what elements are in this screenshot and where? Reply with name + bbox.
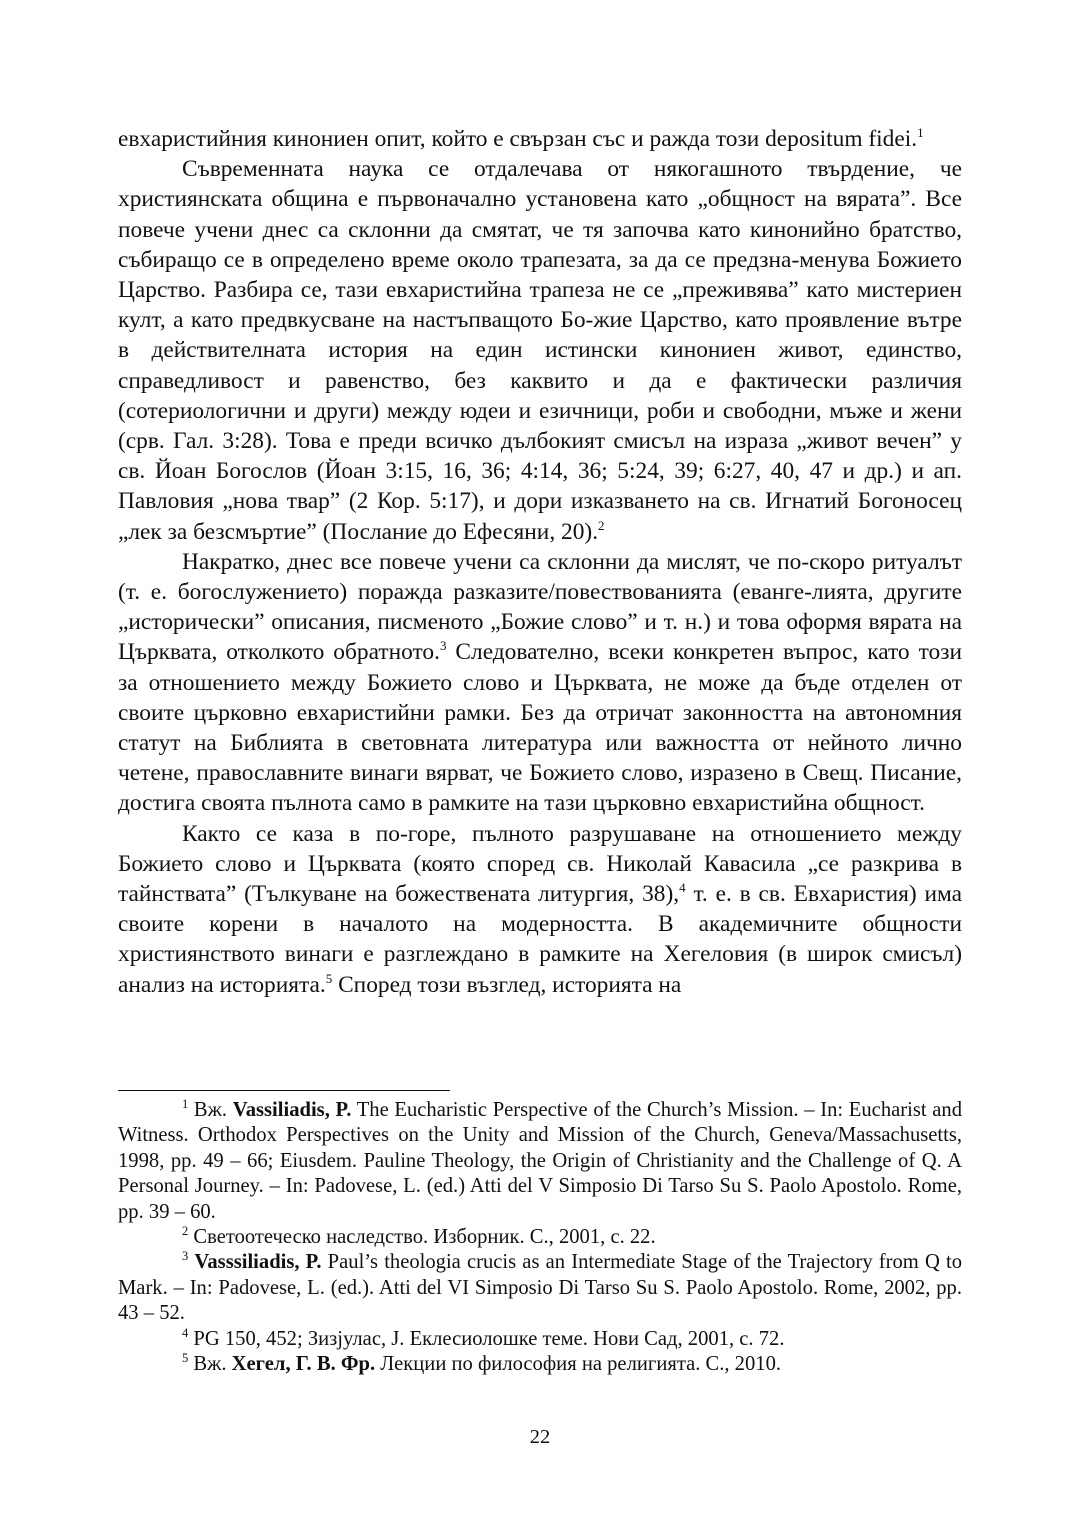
footnote-ref-2[interactable]: 2 [598,517,605,533]
paragraph-4-text-a: Както се каза в по-горе, пълното разрушаване на отношението между Божието слово и Църквата (която според св. Николай Кавасила „се разкрива в тайнствата” (Тълкуване на божествената литургия, 38), [118,820,962,908]
footnote-1 [118,1098,962,1225]
main-text [118,124,962,1000]
footnote-4 [118,1327,962,1352]
footnote-ref-1[interactable]: 1 [917,125,924,140]
footnote-ref-5[interactable]: 5 [325,970,333,986]
footnote-3 [118,1250,962,1326]
footnote-separator [118,1090,450,1091]
paragraph-2 [118,154,962,547]
paragraph-4 [118,819,962,1000]
footnote-1-number: 1 [182,1097,189,1111]
footnote-4-number: 4 [182,1325,189,1340]
footnote-5-text: Лекции по философия на религията. С., 2010. [375,1353,782,1376]
footnote-3-text: Paul’s theologia crucis as an Intermediate Stage of the Trajectory from Q to Mark. – In: Padovese, L. (ed.). Atti del VI Simposio Di Tarso Su S. Paolo Apostolo. Rome, 2002, pp. 43 – 52. [118,1251,963,1325]
footnote-5-number: 5 [182,1351,189,1366]
footnote-1-text: The Eucharistic Perspective of the Church’s Mission. – In: Eucharist and Witness. Orthodox Perspectives on the Unity and Mission of the Church, Geneva/Massachusetts, 1998, pp. 49 – 66; Eiusdem. Pauline Theology, the Origin of Christianity and the Challenge of Q. A Personal Journey. – In: Padovese, L. (ed.) Atti del V Simposio Di Tarso Su S. Paolo Apostolo. Rome, pp. 39 – 60. [118,1099,962,1223]
footnote-2-text: Светоотеческо наследство. Изборник. С., 2001, с. 22. [188,1226,656,1249]
paragraph-3-text-a: Накратко, днес все повече учени са склонни да мислят, че по-скоро ритуалът (т. е. богослужението) поражда разказите/повествованията (еванге-лията, другите „исторически” описания, писменото „Божие слово” и т. н.) и това оформя вярата на Църквата, отколкото обратното. [118,548,962,666]
footnote-2 [118,1225,962,1250]
paragraph-1-text: евхаристийния кинониен опит, който е свързан със и ражда този depositum fidei. [118,126,918,152]
footnote-5 [118,1352,962,1377]
paragraph-4-text-b: т. е. в св. Евхаристия) има своите корени в началото на модерността. В академичните общности християнството винаги е разглеждано в рамките на Хегеловия (в широк смисъл) анализ на историята. [118,881,963,998]
footnote-5-author: Хегел, Г. В. Фр. [231,1353,376,1376]
paragraph-3-text-b: Следователно, всеки конкретен въпрос, като този за отношението между Божието слово и Църквата, не може да бъде отделен от своите църковно евхаристийни рамки. Без да отричат законността на автономния статут на Библията в световната литература или важността от нейното лично четене, православните винаги вярват, че Божието слово, изразено в Свещ. Писание, достига своята пълнота само в рамките на тази църковно евхаристийна общност. [118,639,962,817]
footnote-2-number: 2 [182,1224,189,1239]
footnote-1-author: Vassiliadis, P. [232,1099,352,1121]
paragraph-4-text-c: Според този възглед, историята на [332,971,682,998]
footnotes [118,1098,962,1377]
footnote-1-prefix: Вж. [188,1099,233,1121]
footnote-5-prefix: Вж. [188,1353,232,1376]
page-number: 22 [529,1426,551,1448]
paragraph-1 [118,124,962,154]
footnote-3-author: Vasssiliadis, P. [194,1251,322,1274]
paragraph-3 [118,547,962,819]
paragraph-2-text: Съвременната наука се отдалечава от някогашното твърдение, че християнската община е първоначално установена като „общност на вярата”. Все повече учени днес са склонни да смятат, че тя започва като кинонийно братство, събиращо се в определено време около трапезата, за да се предзна-менува Божието Царство. Разбира се, тази евхаристийна трапеза не се „преживява” като мистериен култ, а като предвкусване на настъпващото Бо-жие Царство, като проявление вътре в действителната история на един истински кинониен живот, единство, справедливост и равенство, без каквито и да е фактически различия (сотериологични и други) между юдеи и езичници, роби и свободни, мъже и жени (срв. Гал. 3:28). Това е преди всичко дълбокият смисъл на израза „живот вечен” у св. Йоан Богослов (Йоан 3:15, 16, 36; 4:14, 36; 5:24, 39; 6:27, 40, 47 и др.) и ап. Павловия „нова твар” (2 Кор. 5:17), и дори изказването на св. Игнатий Богоносец „лек за безсмъртие” (Послание до Ефесяни, 20). [118,156,962,545]
footnote-3-number: 3 [182,1249,189,1264]
footnote-4-text: PG 150, 452; Зизјулас, Ј. Еклесиолошке теме. Нови Сад, 2001, с. 72. [188,1327,785,1350]
footnote-ref-4[interactable]: 4 [679,880,686,896]
footnote-ref-3[interactable]: 3 [439,638,447,654]
